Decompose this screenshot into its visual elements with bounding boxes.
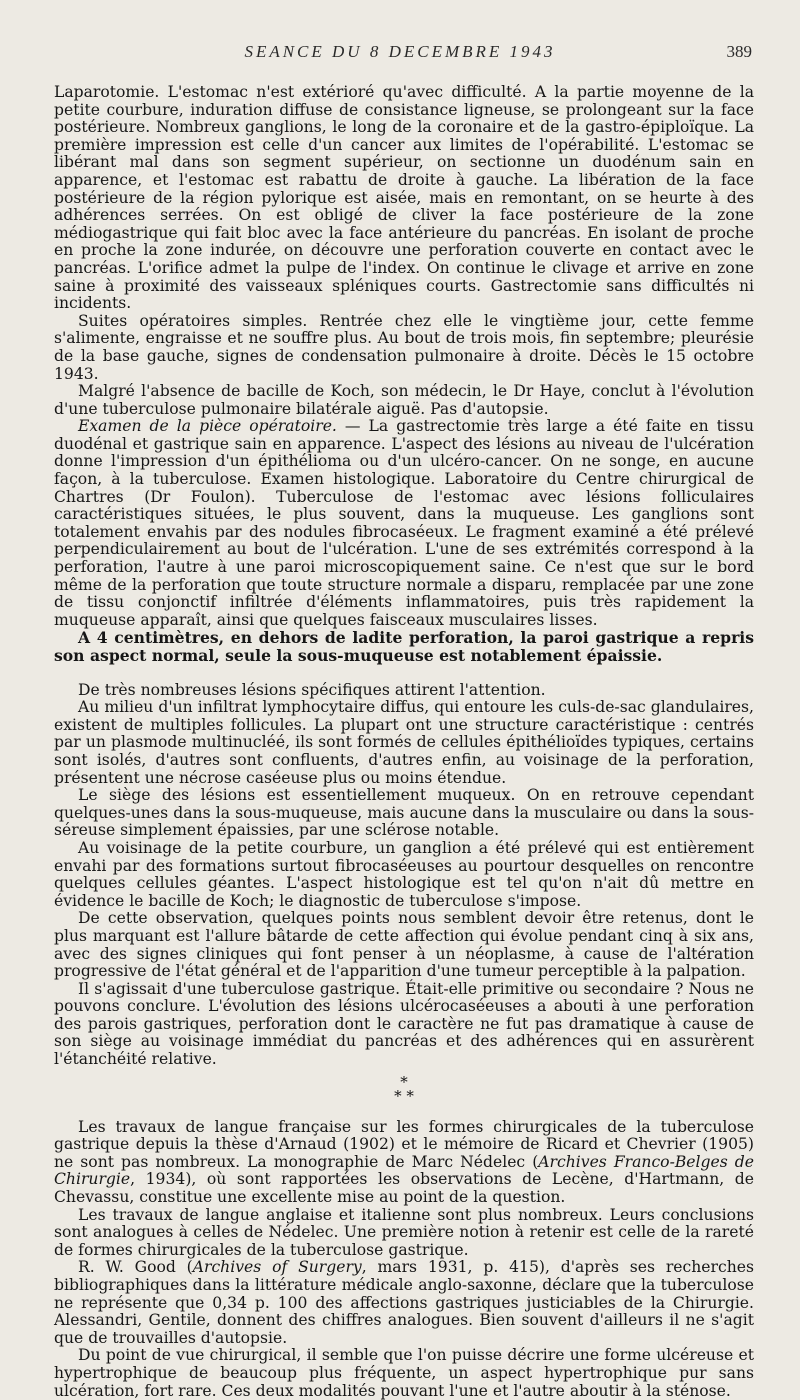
paragraph-follicles: Au milieu d'un infiltrat lymphocytaire diffus, qui entoure les culs-de-sac glandulaires, existent de multiples follicules. La plupart ont une structure caractéristique : centrés par un plasmode multinucléé, ils sont formés de cellules épithélioïdes typiques, certains sont isolés, d'autres sont confluents, d'autres enfin, au voisinage de la perforation, présentent une nécrose caséeuse plus ou moins étendue. (54, 698, 754, 787)
paragraph-lesions-intro: De très nombreuses lésions spécifiques attirent l'attention. (78, 680, 546, 699)
paragraph-specimen (54, 418, 754, 629)
french-works-text: Les travaux de langue française sur les formes chirurgicales de la tuberculose gastrique depuis la thèse d'Arnaud (1902) et le mémoire de Ricard et Chevrier (1905) ne sont pas nombreux. La monographie de Marc Nédelec ( (54, 1117, 754, 1171)
page-header (0, 42, 800, 64)
french-works-journal: Archives Franco-Belges de Chirurgie (54, 1152, 754, 1189)
paragraph-surgical-view: Du point de vue chirurgical, il semble que l'on puisse décrire une forme ulcéreuse et hypertrophique de beaucoup plus fréquente, un aspect hypertrophique pur sans ulcération, fort rare. Ces deux modalités pouvant l'une et l'autre aboutir à la sténose. (54, 1346, 754, 1400)
good-journal: Archives of Surgery (192, 1258, 362, 1277)
specimen-text: — La gastrectomie très large a été faite en tissu duodénal et gastrique sain en apparence. L'aspect des lésions au niveau de l'ulcération donne l'impression d'un épithélioma ou d'un ulcéro-cancer. On ne songe, en aucune façon, à la tuberculose. Examen histologique. Laboratoire du Centre chirurgical de Chartres (Dr Foulon). Tuberculose de l'estomac avec lésions folliculaires caractéristiques situées, le plus souvent, dans la muqueuse. Les ganglions sont totalement envahis par des nodules fibrocaséeux. Le fragment examiné a été prélevé perpendiculairement au bout de l'ulcération. L'une de ses extrémités correspond à la perforation, l'autre à une paroi microscopiquement saine. Ce n'est que sur le bord même de la perforation que toute structure normale a disparu, remplacée par une zone de tissu conjonctif infiltrée d'éléments inflammatoires, puis très rapidement la muqueuse apparaît, ainsi que quelques faisceaux musculaires lisses. (54, 417, 754, 629)
asterism-top: * (400, 1072, 408, 1091)
specimen-heading: Examen de la pièce opératoire. (78, 417, 337, 436)
paragraph-observation: De cette observation, quelques points nous semblent devoir être retenus, dont le plus marquant est l'allure bâtarde de cette affection qui évolue pendant cinq à six ans, avec des signes cliniques qui font penser à un néoplasme, à cause de l'altération progressive de l'état général et de l'apparition d'une tumeur perceptible à la palpation. (54, 909, 754, 981)
running-title: SEANCE DU 8 DECEMBRE 1943 (244, 42, 556, 61)
paragraph-conclusion: Il s'agissait d'une tuberculose gastrique. Était-elle primitive ou secondaire ? Nous ne pouvons conclure. L'évolution des lésions ulcérocaséeuses a abouti à une perforation des parois gastriques, perforation dont le caractère ne fut pas dramatique à cause de son siège au voisinage immédiat du pancréas et des adhérences qui en assurèrent l'étanchéité relative. (54, 979, 754, 1069)
paragraph-operation: Laparotomie. L'estomac n'est extérioré qu'avec difficulté. A la partie moyenne de la petite courbure, induration diffuse de consistance ligneuse, se prolongeant sur la face postérieure. Nombreux ganglions, le long de la coronaire et de la gastro-épiploïque. La première impression est celle d'un cancer aux limites de l'opérabilité. L'estomac se libérant mal dans son segment supérieur, on sectionne un duodénum sain en apparence, et l'estomac est rabattu de droite à gauche. La libération de la face postérieure de la région pylorique est aisée, mais en remontant, on se heurte à des adhérences serrées. On est obligé de cliver la face postérieure de la zone médiogastrique qui fait bloc avec la face antérieure du pancréas. En isolant de proche en proche la zone indurée, on découvre une perforation couverte en contact avec le pancréas. L'orifice admet la pulpe de l'index. On continue le clivage et arrive en zone saine à proximité des vaisseaux spléniques courts. Gastrectomie sans difficultés ni incidents. (54, 83, 754, 313)
page-number: 389 (726, 42, 752, 61)
paragraph-ganglion: Au voisinage de la petite courbure, un ganglion a été prélevé qui est entièrement envahi par des formations surtout fibrocaséeuses au pourtour desquelles on rencontre quelques cellules géantes. L'aspect histologique est tel qu'on n'ait dû mettre en évidence le bacille de Koch; le diagnostic de tuberculose s'impose. (54, 838, 754, 910)
paragraph-postop: Suites opératoires simples. Rentrée chez elle le vingtième jour, cette femme s'alimente, engraisse et ne souffre plus. Au bout de trois mois, fin septembre; pleurésie de la base gauche, signes de condensation pulmonaire à droite. Décès le 15 octobre 1943. (54, 311, 754, 383)
asterism-bottom: * * (394, 1086, 414, 1105)
paragraph-four-cm: A 4 centimètres, en dehors de ladite perforation, la paroi gastrique a repris son aspect normal, seule la sous-muqueuse est notablement épaissie. (54, 628, 754, 665)
good-tail: , mars 1931, p. 415), d'après ses recherches bibliographiques dans la littérature médicale anglo-saxonne, déclare que la tuberculose ne représente que 0,34 p. 100 des affections gastriques justiciables de la Chirurgie. Alessandri, Gentile, donnent des chiffres analogues. Bien souvent d'ailleurs il ne s'agit que de trouvailles d'autopsie. (54, 1258, 754, 1347)
paragraph-english-works: Les travaux de langue anglaise et italienne sont plus nombreux. Leurs conclusions sont analogues à celles de Nédelec. Une première notion à retenir est celle de la rareté de formes chirurgicales de la tuberculose gastrique. (54, 1205, 754, 1259)
paragraph-french-works (54, 1119, 754, 1207)
paragraph-good (54, 1259, 754, 1347)
french-works-tail: , 1934), où sont rapportées les observations de Lecène, d'Hartmann, de Chevassu, constitue une excellente mise au point de la question. (54, 1170, 754, 1207)
paragraph-site: Le siège des lésions est essentiellement muqueux. On en retrouve cependant quelques-unes dans la sous-muqueuse, mais aucune dans la musculaire ou dans la sous-séreuse simplement épaissies, par une sclérose notable. (54, 786, 754, 840)
body-text (54, 84, 754, 1400)
paragraph-death: Malgré l'absence de bacille de Koch, son médecin, le Dr Haye, conclut à l'évolution d'une tuberculose pulmonaire bilatérale aiguë. Pas d'autopsie. (54, 382, 754, 418)
section-asterism (54, 1072, 754, 1105)
good-text: R. W. Good ( (78, 1258, 193, 1277)
